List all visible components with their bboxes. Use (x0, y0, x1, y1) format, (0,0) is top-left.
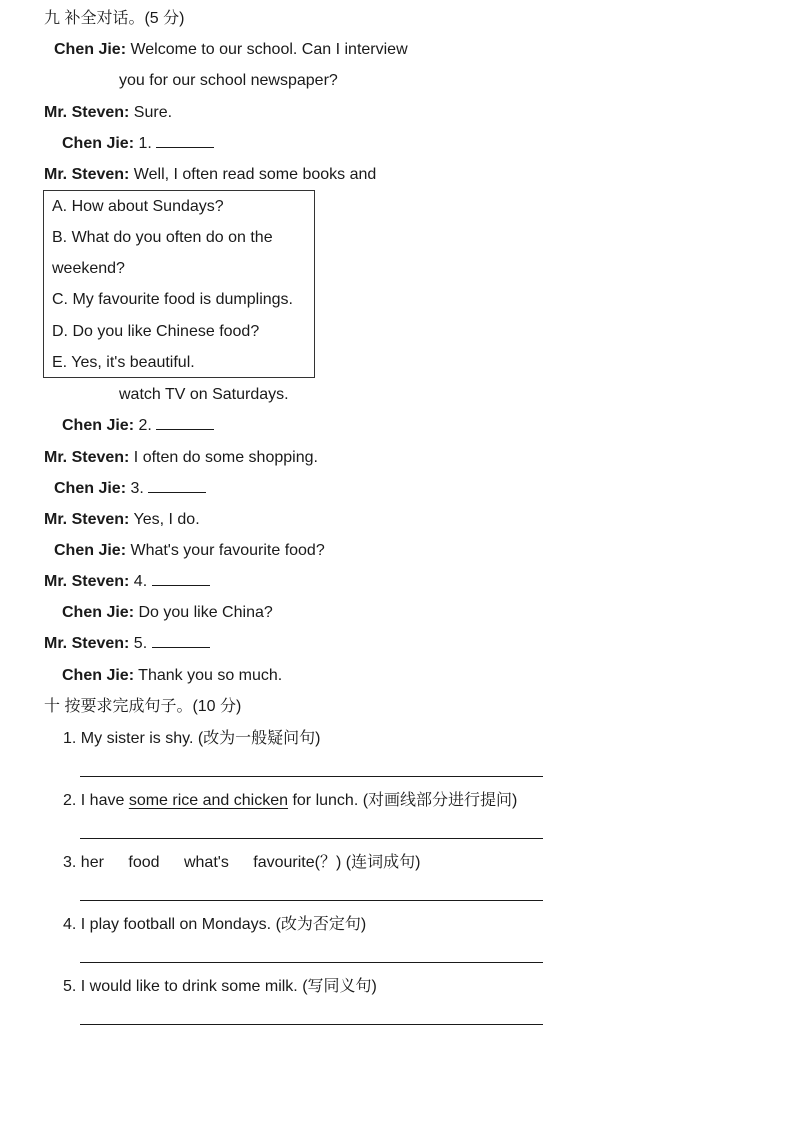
option-b-cont: weekend? (52, 260, 125, 277)
speaker-chen-jie: Chen Jie: (54, 41, 127, 58)
line-text: Well, I often read some books and (129, 166, 377, 183)
answer-blank-3[interactable] (148, 480, 206, 493)
option-d: D. Do you like Chinese food? (52, 323, 260, 340)
dialogue-line-12 (44, 572, 210, 592)
dialogue-line-3 (44, 103, 172, 123)
answer-line-3[interactable] (80, 900, 543, 901)
option-c: C. My favourite food is dumplings. (52, 291, 293, 308)
answer-blank-1[interactable] (156, 135, 214, 148)
dialogue-line-8 (44, 448, 318, 468)
speaker-chen-jie: Chen Jie: (62, 604, 135, 621)
dialogue-line-13 (62, 603, 273, 623)
dialogue-line-5 (44, 165, 376, 185)
line-text: 1. (134, 135, 152, 152)
section-10-title: 十 按要求完成句子。(10 分) (44, 698, 242, 715)
line-text: you for our school newspaper? (119, 72, 338, 89)
line-text: 5. (129, 635, 148, 652)
dialogue-line-9 (54, 479, 206, 499)
speaker-chen-jie: Chen Jie: (62, 135, 135, 152)
dialogue-line-7 (62, 416, 214, 436)
question-1: 1. My sister is shy. (改为一般疑问句) (63, 730, 321, 747)
dialogue-line-11 (54, 541, 325, 561)
answer-line-4[interactable] (80, 962, 543, 963)
question-4: 4. I play football on Mondays. (改为否定句) (63, 916, 367, 933)
dialogue-line-15 (62, 666, 282, 686)
answer-line-5[interactable] (80, 1024, 543, 1025)
line-text: Do you like China? (134, 604, 273, 621)
dialogue-line-14 (44, 634, 210, 654)
line-text: Welcome to our school. Can I interview (126, 41, 408, 58)
line-text: What's your favourite food? (126, 542, 325, 559)
dialogue-line-1 (54, 40, 408, 60)
line-text: Sure. (129, 104, 173, 121)
speaker-mr-steven: Mr. Steven: (44, 166, 130, 183)
speaker-mr-steven: Mr. Steven: (44, 104, 130, 121)
speaker-mr-steven: Mr. Steven: (44, 449, 130, 466)
q3-number: 3. (63, 854, 77, 871)
answer-blank-4[interactable] (152, 573, 210, 586)
question-2 (63, 791, 517, 811)
answer-line-1[interactable] (80, 776, 543, 777)
answer-line-2[interactable] (80, 838, 543, 839)
answer-blank-2[interactable] (156, 417, 214, 430)
q3-word-2: food (128, 854, 160, 871)
q3-instruction: (连词成句) (345, 854, 421, 871)
speaker-chen-jie: Chen Jie: (62, 667, 135, 684)
line-text: watch TV on Saturdays. (119, 386, 289, 403)
q3-word-4: favourite(？) (253, 854, 342, 871)
speaker-chen-jie: Chen Jie: (62, 417, 135, 434)
speaker-chen-jie: Chen Jie: (54, 480, 127, 497)
option-e: E. Yes, it's beautiful. (52, 354, 195, 371)
q3-word-3: what's (183, 854, 229, 871)
option-a: A. How about Sundays? (52, 198, 224, 215)
q2-post: for lunch. (对画线部分进行提问) (288, 792, 518, 809)
line-text: I often do some shopping. (129, 449, 318, 466)
section-9-title: 九 补全对话。(5 分) (44, 10, 185, 27)
line-text: 3. (126, 480, 144, 497)
line-text: Yes, I do. (129, 511, 200, 528)
dialogue-line-4 (62, 134, 214, 154)
dialogue-line-10 (44, 510, 200, 530)
q2-underlined: some rice and chicken (128, 792, 289, 809)
speaker-mr-steven: Mr. Steven: (44, 511, 130, 528)
dialogue-line-6 (119, 385, 289, 405)
speaker-chen-jie: Chen Jie: (54, 542, 127, 559)
speaker-mr-steven: Mr. Steven: (44, 573, 130, 590)
options-box (43, 190, 315, 378)
q3-word-1: her (80, 854, 104, 871)
question-5: 5. I would like to drink some milk. (写同义句) (63, 978, 377, 995)
speaker-mr-steven: Mr. Steven: (44, 635, 130, 652)
answer-blank-5[interactable] (152, 635, 210, 648)
dialogue-line-2 (119, 71, 338, 91)
line-text: Thank you so much. (134, 667, 283, 684)
question-3 (63, 853, 420, 873)
q2-pre: 2. I have (63, 792, 129, 809)
line-text: 2. (134, 417, 152, 434)
option-b: B. What do you often do on the (52, 229, 273, 246)
line-text: 4. (129, 573, 148, 590)
